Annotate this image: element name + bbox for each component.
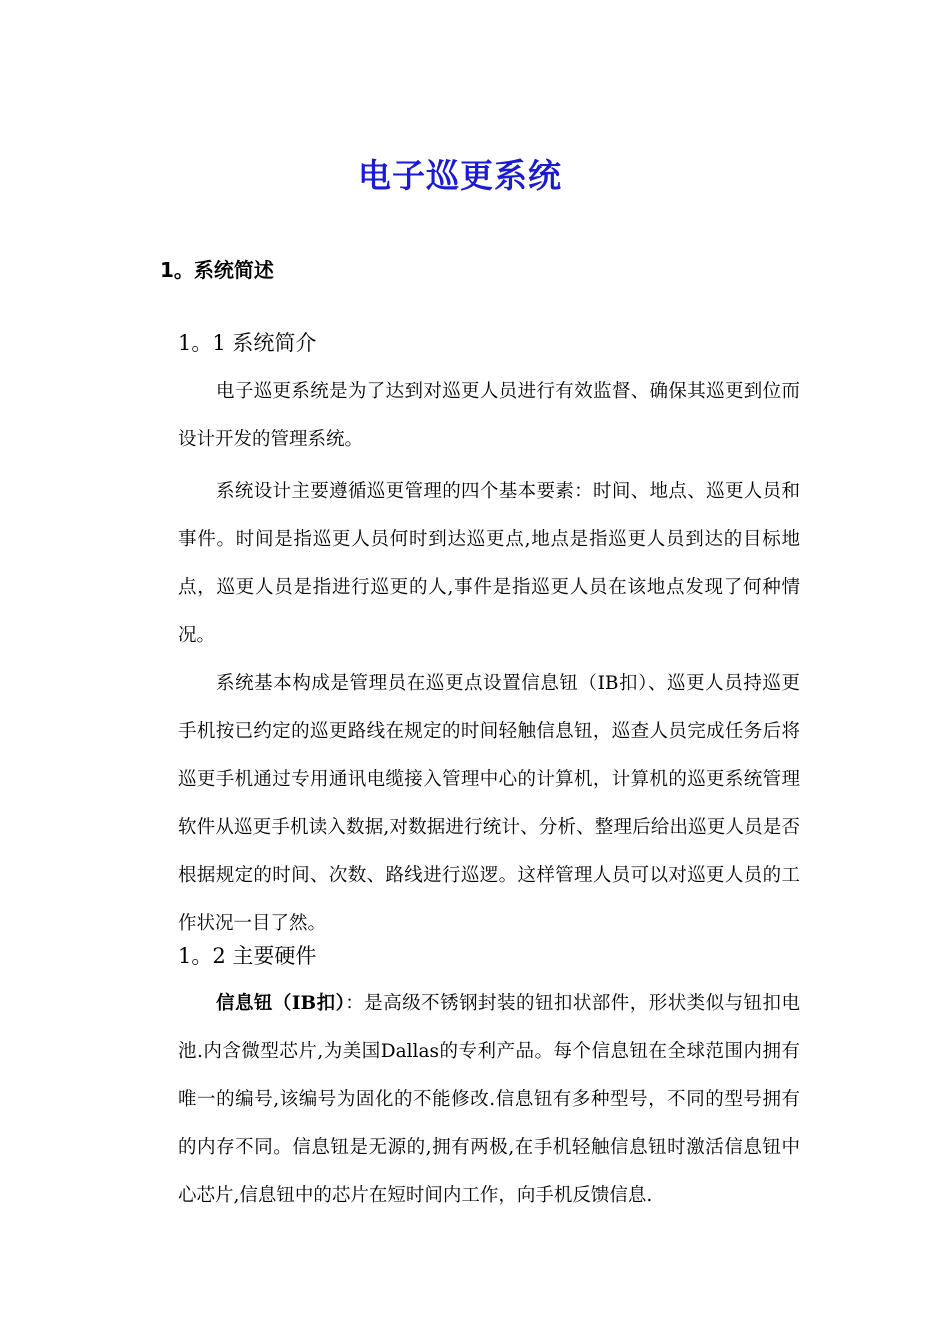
paragraph-intro-2: 系统设计主要遵循巡更管理的四个基本要素：时间、地点、巡更人员和事件。时间是指巡更人员何时到达巡更点,地点是指巡更人员到达的目标地点，巡更人员是指进行巡更的人,事件是指巡更人员在该地点发现了何种情况。 [178, 481, 800, 646]
term-ib-button: 信息钮（IB扣） [216, 993, 346, 1014]
subsection-heading-hardware: 1。2 主要硬件 [178, 944, 317, 968]
paragraph-intro-1: 电子巡更系统是为了达到对巡更人员进行有效监督、确保其巡更到位而设计开发的管理系统。 [178, 381, 800, 450]
document-title: 电子巡更系统 [358, 156, 562, 195]
paragraph-hardware [178, 980, 800, 1220]
subsection-heading-intro: 1。1 系统简介 [178, 331, 317, 355]
section-heading-overview: 1。系统简述 [160, 258, 274, 282]
paragraph-hardware-text: 是高级不锈钢封装的钮扣状部件，形状类似与钮扣电池.内含微型芯片,为美国Dallas的专利产品。每个信息钮在全球范围内拥有唯一的编号,该编号为固化的不能修改.信息钮有多种型号，不同的型号拥有的内存不同。信息钮是无源的,拥有两极,在手机轻触信息钮时激活信息钮中心芯片,信息钮中的芯片在短时间内工作，向手机反馈信息. [178, 993, 800, 1206]
paragraph-intro-3: 系统基本构成是管理员在巡更点设置信息钮（IB扣）、巡更人员持巡更手机按已约定的巡更路线在规定的时间轻触信息钮，巡查人员完成任务后将巡更手机通过专用通讯电缆接入管理中心的计算机，计算机的巡更系统管理软件从巡更手机读入数据,对数据进行统计、分析、整理后给出巡更人员是否根据规定的时间、次数、路线进行巡逻。这样管理人员可以对巡更人员的工作状况一目了然。 [178, 673, 800, 934]
term-separator: ： [345, 993, 365, 1014]
